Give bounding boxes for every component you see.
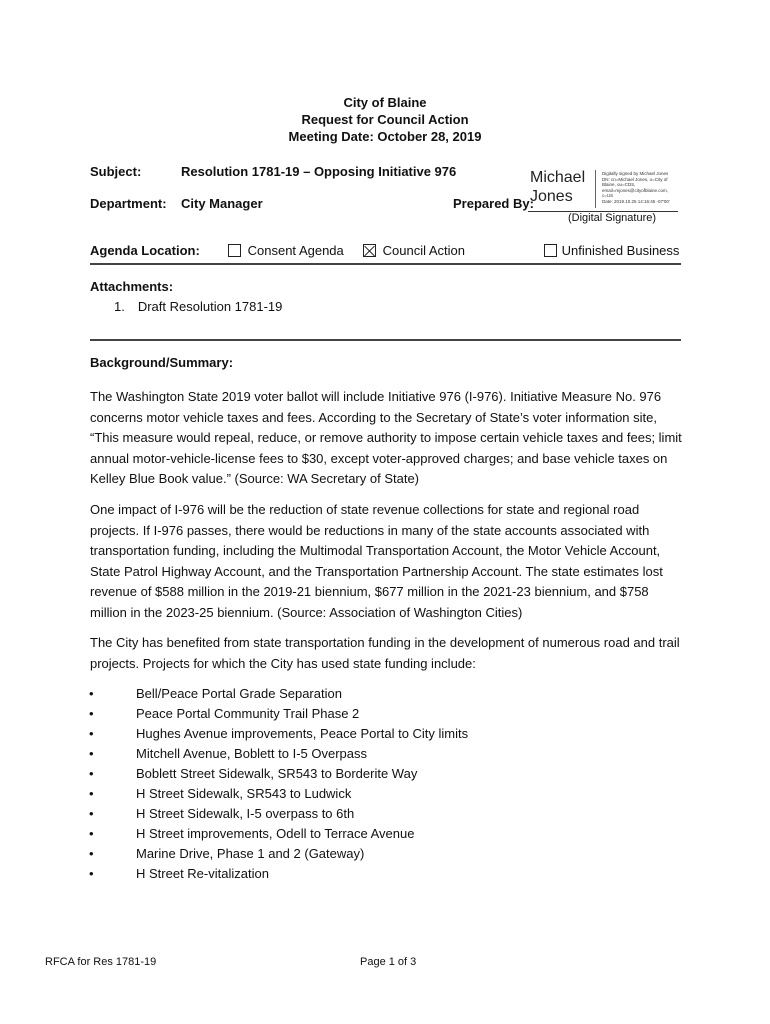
- bullet-icon: •: [89, 706, 94, 721]
- signature-divider: [595, 170, 596, 208]
- agenda-option-consent[interactable]: [228, 242, 344, 258]
- council-action-label: Council Action: [382, 243, 466, 259]
- text-line: “This measure would repeal, reduce, or remove authority to impose certain vehicle taxes and fees; limit: [90, 430, 682, 445]
- background-paragraph-3: [90, 633, 690, 674]
- text-line: State Patrol Highway Account, and the Transportation Partnership Account. The state estimates lost: [90, 563, 663, 579]
- footer-page-number: Page 1 of 3: [360, 956, 417, 968]
- list-item: H Street Sidewalk, I-5 overpass to 6th: [136, 806, 355, 821]
- text-line: projects. Projects for which the City has used state funding include:: [90, 655, 476, 671]
- list-item: H Street Re-vitalization: [136, 866, 269, 881]
- text-line: projects. If I-976 passes, there would be reductions in many of the state accounts associated with: [90, 522, 650, 538]
- text-line: Kelley Blue Book value.” (Source: WA Secretary of State): [90, 471, 419, 486]
- attachment-item[interactable]: 1. Draft Resolution 1781-19: [114, 299, 283, 314]
- background-label: Background/Summary:: [90, 355, 234, 370]
- digital-signature: [528, 166, 688, 214]
- signature-detail-line: c=US: [602, 193, 614, 199]
- attachments-label: Attachments:: [90, 279, 174, 294]
- council-action-checkbox[interactable]: [363, 244, 376, 257]
- background-paragraph-2: [90, 500, 690, 623]
- text-line: One impact of I-976 will be the reduction of state revenue collections for state and regional road: [90, 502, 640, 517]
- agenda-option-council-action[interactable]: [363, 242, 465, 258]
- bullet-icon: •: [89, 806, 94, 821]
- bullet-icon: •: [89, 726, 94, 741]
- agenda-location-label: Agenda Location:: [90, 243, 200, 258]
- signature-caption: (Digital Signature): [568, 212, 657, 224]
- signature-detail-line: DN: cn=Michael Jones, o=City of: [602, 176, 668, 182]
- list-item: Hughes Avenue improvements, Peace Portal to City limits: [136, 726, 469, 741]
- document-title: Request for Council Action: [301, 112, 469, 127]
- list-item: Marine Drive, Phase 1 and 2 (Gateway): [136, 846, 365, 861]
- bullet-icon: •: [89, 866, 94, 881]
- list-item: H Street improvements, Odell to Terrace Avenue: [136, 826, 415, 841]
- text-line: annual motor-vehicle-license fees to $30, except voter-approved charges; and base vehicle taxes on: [90, 450, 668, 466]
- section-divider: [90, 263, 681, 265]
- bullet-icon: •: [89, 826, 94, 841]
- unfinished-business-label: Unfinished Business: [561, 243, 680, 259]
- list-item: Peace Portal Community Trail Phase 2: [136, 706, 360, 721]
- list-item: H Street Sidewalk, SR543 to Ludwick: [136, 786, 352, 801]
- prepared-by-label: Prepared By:: [453, 196, 534, 211]
- bullet-icon: •: [89, 686, 94, 701]
- text-line: concerns motor vehicle taxes and fees. According to the Secretary of State’s voter information site,: [90, 409, 657, 425]
- signature-detail-line: Blaine, ou=CDS,: [602, 182, 636, 188]
- subject-value: Resolution 1781-19 – Opposing Initiative 976: [181, 164, 457, 179]
- text-line: revenue of $588 million in the 2019-21 biennium, $677 million in the 2021-23 biennium, and $758: [90, 584, 649, 599]
- consent-agenda-checkbox[interactable]: [228, 244, 241, 257]
- list-item: Mitchell Avenue, Boblett to I-5 Overpass: [136, 746, 367, 761]
- agenda-option-unfinished[interactable]: [544, 242, 679, 258]
- consent-agenda-label: Consent Agenda: [247, 243, 344, 259]
- list-item: Boblett Street Sidewalk, SR543 to Borderite Way: [136, 766, 418, 781]
- signature-detail-line: Date: 2019.10.25 14:16:45 -07'00': [602, 198, 670, 204]
- list-item: Bell/Peace Portal Grade Separation: [136, 686, 342, 701]
- department-value: City Manager: [181, 196, 263, 211]
- subject-label: Subject:: [90, 164, 142, 179]
- text-line: transportation funding, including the Multimodal Transportation Account, the Motor Vehicle Account,: [90, 543, 661, 558]
- background-paragraph-1: [90, 387, 690, 490]
- text-line: The City has benefited from state transportation funding in the development of numerous road and trail: [90, 635, 680, 650]
- department-label: Department:: [90, 196, 167, 211]
- signature-first-name: Michael: [530, 169, 586, 186]
- signature-details: [602, 171, 682, 205]
- section-divider: [90, 339, 681, 341]
- bullet-icon: •: [89, 746, 94, 761]
- text-line: million in the 2023-25 biennium. (Source: Association of Washington Cities): [90, 604, 523, 620]
- text-line: The Washington State 2019 voter ballot will include Initiative 976 (I-976). Initiative Measure No. 976: [90, 389, 662, 404]
- meeting-date: Meeting Date: October 28, 2019: [288, 129, 482, 144]
- signature-last-name: Jones: [530, 188, 573, 205]
- footer-document-id: RFCA for Res 1781-19: [45, 956, 157, 968]
- signature-detail-line: Digitally signed by Michael Jones: [602, 171, 669, 176]
- bullet-icon: •: [89, 846, 94, 861]
- unfinished-business-checkbox[interactable]: [544, 244, 557, 257]
- bullet-icon: •: [89, 766, 94, 781]
- bullet-icon: •: [89, 786, 94, 801]
- signature-detail-line: email=mjones@cityofblaine.com,: [602, 187, 668, 193]
- city-name: City of Blaine: [343, 95, 427, 110]
